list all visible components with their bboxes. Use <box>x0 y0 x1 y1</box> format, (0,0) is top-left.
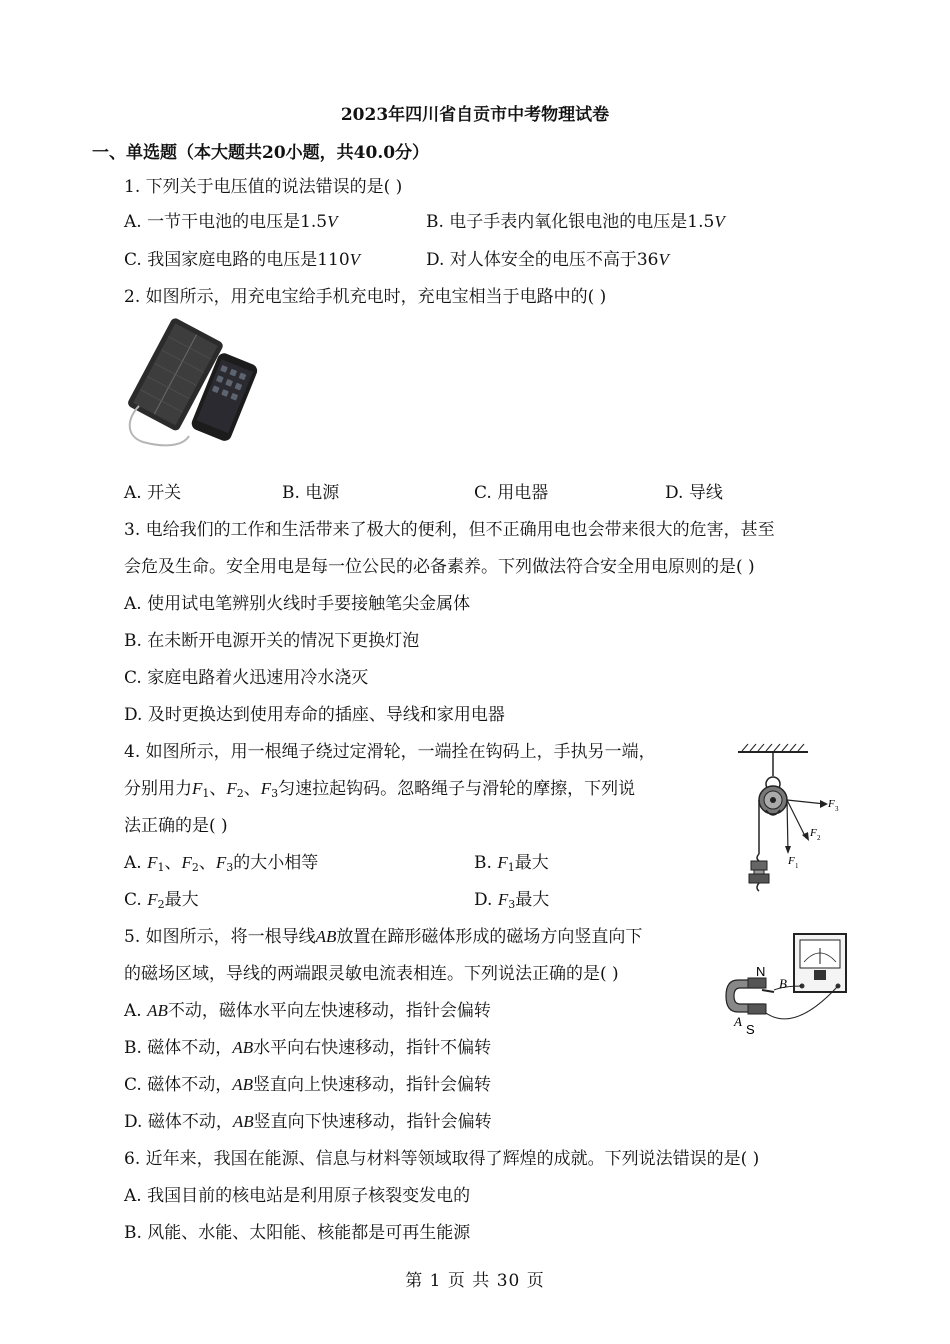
power-bank-phone-figure <box>125 318 260 453</box>
q1-option-d: D. 对人体安全的电压不高于36V <box>426 250 669 270</box>
q3-option-a: A. 使用试电笔辨别火线时手要接触笔尖金属体 <box>124 594 471 614</box>
q3-option-c: C. 家庭电路着火迅速用冷水浇灭 <box>124 668 369 688</box>
f3-label: F <box>828 798 835 810</box>
svg-text:1: 1 <box>795 862 799 870</box>
q6-option-a: A. 我国目前的核电站是利用原子核裂变发电的 <box>124 1186 471 1206</box>
q4-option-c: C. $F_2$最大 <box>124 890 199 911</box>
q4-option-a: A. $F_1$、$F_2$、$F_3$的大小相等 <box>124 853 319 874</box>
q5-stem-line2: 的磁场区域，导线的两端跟灵敏电流表相连。下列说法正确的是( ) <box>124 964 619 984</box>
q2-option-d: D. 导线 <box>665 483 723 503</box>
q3-stem-line1: 3. 电给我们的工作和生活带来了极大的便利，但不正确用电也会带来很大的危害，甚至 <box>124 520 775 540</box>
svg-text:2: 2 <box>817 834 821 842</box>
q4-option-b: B. $F_1$最大 <box>474 853 549 874</box>
section-heading: 一、单选题（本大题共20小题，共40.0分） <box>92 143 430 163</box>
q1-stem: 1. 下列关于电压值的说法错误的是( ) <box>124 177 403 197</box>
q2-option-c: C. 用电器 <box>474 483 549 503</box>
q4-stem-line1: 4. 如图所示，用一根绳子绕过定滑轮，一端拴在钩码上，手执另一端， <box>124 742 656 762</box>
q2-option-b: B. 电源 <box>282 483 340 503</box>
q2-stem: 2. 如图所示，用充电宝给手机充电时，充电宝相当于电路中的( ) <box>124 287 607 307</box>
page-footer: 第 1 页 共 30 页 <box>405 1271 545 1291</box>
q1-option-c: C. 我国家庭电路的电压是110V <box>124 250 361 270</box>
svg-text:3: 3 <box>835 805 839 813</box>
q5-stem-line1: 5. 如图所示，将一根导线AB放置在蹄形磁体形成的磁场方向竖直向下 <box>124 927 643 947</box>
q1-option-b: B. 电子手表内氧化银电池的电压是1.5V <box>426 212 725 232</box>
q2-option-a: A. 开关 <box>124 483 182 503</box>
q1-option-a: A. 一节干电池的电压是1.5V <box>124 212 338 232</box>
q4-stem-line3: 法正确的是( ) <box>124 816 228 836</box>
b-label: B <box>779 976 787 991</box>
magnet-galvanometer-figure <box>722 928 854 1040</box>
q5-option-b: B. 磁体不动，AB水平向右快速移动，指针不偏转 <box>124 1038 492 1058</box>
q6-option-b: B. 风能、水能、太阳能、核能都是可再生能源 <box>124 1223 471 1243</box>
a-label: A <box>734 1014 742 1029</box>
q3-option-b: B. 在未断开电源开关的情况下更换灯泡 <box>124 631 420 651</box>
pulley-figure <box>730 742 855 904</box>
q4-option-d: D. $F_3$最大 <box>474 890 550 911</box>
q3-option-d: D. 及时更换达到使用寿命的插座、导线和家用电器 <box>124 705 505 725</box>
f2-label: F <box>810 827 817 839</box>
page-title: 2023年四川省自贡市中考物理试卷 <box>340 105 610 125</box>
q5-option-c: C. 磁体不动，AB竖直向上快速移动，指针会偏转 <box>124 1075 491 1095</box>
q3-stem-line2: 会危及生命。安全用电是每一位公民的必备素养。下列做法符合安全用电原则的是( ) <box>124 557 755 577</box>
q5-option-a: A. AB不动，磁体水平向左快速移动，指针会偏转 <box>124 1001 491 1021</box>
f1-label: F <box>788 855 795 867</box>
q5-option-d: D. 磁体不动，AB竖直向下快速移动，指针会偏转 <box>124 1112 492 1132</box>
q4-stem-line2: 分别用力$F_1$、$F_2$、$F_3$匀速拉起钩码。忽略绳子与滑轮的摩擦，下列说 <box>124 779 636 800</box>
north-pole-label: N <box>756 964 766 979</box>
q6-stem: 6. 近年来，我国在能源、信息与材料等领域取得了辉煌的成就。下列说法错误的是( ) <box>124 1149 760 1169</box>
south-pole-label: S <box>746 1022 755 1037</box>
